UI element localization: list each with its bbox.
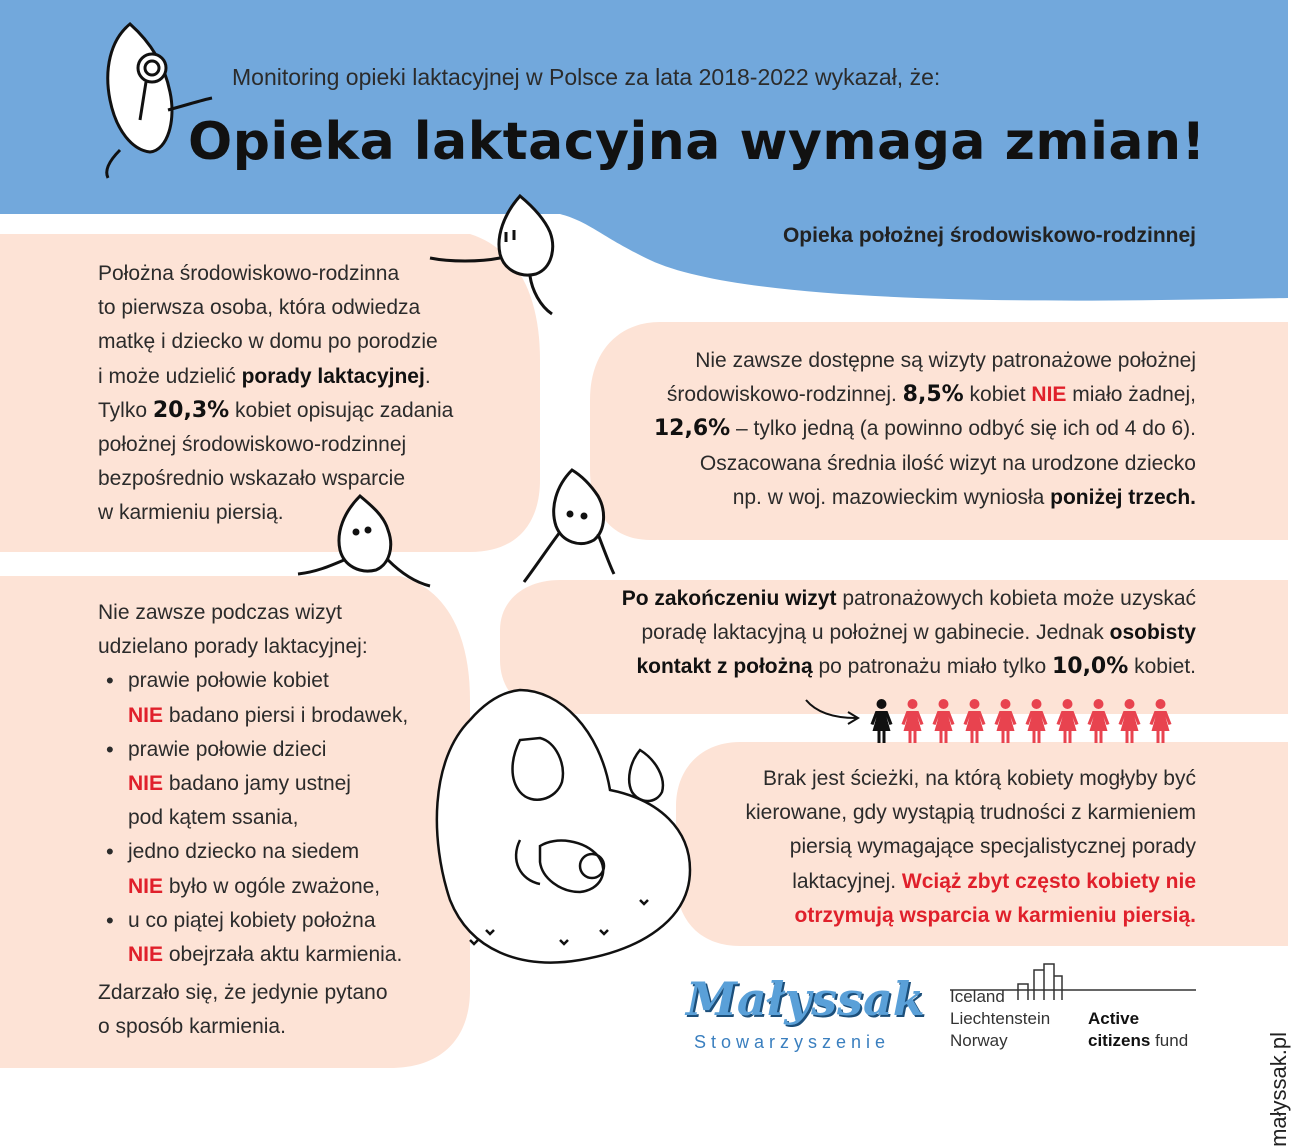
- nie-highlight: NIE: [128, 943, 164, 967]
- text-line: • prawie połowie dzieci: [128, 737, 327, 761]
- malyssak-logo: Małyssak: [686, 972, 925, 1026]
- text-line: [128, 699, 408, 733]
- text-span: Tylko: [98, 398, 153, 422]
- text-line: [128, 938, 408, 972]
- text-line: [128, 767, 408, 801]
- no-pathway-text: [745, 762, 1196, 933]
- fund-country: Norway: [950, 1031, 1008, 1050]
- text-line: Oszacowana średnia ilość wizyt na urodzone dziecko: [699, 451, 1196, 475]
- text-span: miało żadnej,: [1066, 383, 1196, 407]
- subtitle: Monitoring opieki laktacyjnej w Polsce za lata 2018-2022 wykazał, że:: [232, 64, 941, 90]
- emphasis-text: poniżej trzech.: [1050, 485, 1196, 509]
- mother-baby-drawing: [437, 690, 690, 963]
- text-line: Zdarzało się, że jedynie pytano: [98, 981, 388, 1005]
- text-line: [622, 616, 1196, 650]
- text-line: [622, 582, 1196, 616]
- text-span: kobiet.: [1128, 655, 1196, 679]
- text-span: np. w woj. mazowieckim wyniosła: [732, 485, 1051, 509]
- emphasis-text: osobisty: [1109, 621, 1196, 645]
- page-title: Opieka laktacyjna wymaga zmian!: [188, 112, 1206, 172]
- text-line: [98, 360, 453, 394]
- fund-name-line: Active: [1088, 1009, 1140, 1028]
- text-span: laktacyjnej.: [792, 869, 902, 893]
- fund-name-rest: fund: [1150, 1031, 1189, 1050]
- text-span: – tylko jedną (a powinno odbyć się ich od 4 do 6).: [730, 417, 1196, 441]
- malyssak-logo-subtitle: Stowarzyszenie: [694, 1032, 891, 1052]
- text-line: Brak jest ścieżki, na którą kobiety mogłyby być: [762, 767, 1196, 790]
- text-span: .: [424, 364, 431, 388]
- text-line: Nie zawsze dostępne są wizyty patronażowe położnej: [695, 349, 1196, 372]
- text-line: [128, 870, 408, 904]
- after-visits-text: [622, 582, 1196, 685]
- person-icon: [902, 699, 924, 743]
- nie-highlight: NIE: [1031, 383, 1067, 407]
- nie-highlight: NIE: [128, 703, 164, 727]
- visit-shortcomings-text: [98, 596, 408, 1045]
- stat-value: 10,0%: [1051, 654, 1129, 680]
- list-item: [98, 904, 408, 972]
- emphasis-text: porady laktacyjnej: [241, 364, 425, 388]
- text-line: [654, 412, 1196, 446]
- fund-countries: [950, 986, 1050, 1052]
- text-span: po patronażu miało tylko: [812, 655, 1052, 679]
- person-icon: [1150, 699, 1172, 743]
- person-icon: [1088, 699, 1110, 743]
- person-icon: [933, 699, 955, 743]
- text-span: badano piersi i brodawek,: [163, 703, 409, 727]
- person-icon: [871, 699, 893, 743]
- text-span: badano jamy ustnej: [163, 772, 351, 796]
- person-icon: [1119, 699, 1141, 743]
- text-line: w karmieniu piersią.: [98, 501, 284, 525]
- stat-value: 8,5%: [902, 382, 964, 408]
- text-line: [745, 865, 1196, 899]
- text-span: poradę laktacyjną u położnej w gabinecie. Jednak: [641, 621, 1110, 645]
- text-line: udzielano porady laktacyjnej:: [98, 635, 368, 659]
- text-line: • prawie połowie kobiet: [128, 669, 329, 693]
- people-icons: [866, 698, 1176, 744]
- text-line: piersią wymagające specjalistycznej porady: [789, 835, 1196, 859]
- visits-availability-text: [654, 344, 1196, 515]
- text-span: było w ogóle zważone,: [163, 874, 381, 898]
- shortcomings-list: [98, 664, 408, 972]
- text-line: [654, 378, 1196, 412]
- text-line: Położna środowiskowo-rodzinna: [98, 262, 400, 285]
- text-line: to pierwsza osoba, która odwiedza: [98, 296, 421, 320]
- section-title: Opieka położnej środowiskowo-rodzinnej: [782, 224, 1196, 247]
- text-span: kobiet opisując zadania: [229, 398, 454, 422]
- text-line: pod kątem ssania,: [128, 806, 299, 830]
- people-icons-row: [866, 698, 1176, 744]
- list-item: [98, 835, 408, 903]
- person-icon: [1026, 699, 1048, 743]
- nie-highlight: NIE: [128, 772, 164, 796]
- text-line: • jedno dziecko na siedem: [128, 840, 360, 864]
- fund-country: Liechtenstein: [950, 1009, 1051, 1028]
- fund-name-bold: citizens: [1088, 1031, 1151, 1050]
- fund-name-line: [1088, 1030, 1188, 1052]
- nie-highlight: NIE: [128, 874, 164, 898]
- person-icon: [1057, 699, 1079, 743]
- stat-value: 20,3%: [152, 397, 230, 423]
- text-line: Nie zawsze podczas wizyt: [98, 601, 342, 624]
- website-vertical-text: małyssak.pl: [1266, 1032, 1291, 1147]
- text-line: matkę i dziecko w domu po porodzie: [98, 330, 438, 354]
- text-span: środowiskowo-rodzinnej.: [666, 383, 903, 407]
- text-span: i może udzielić: [98, 364, 242, 388]
- text-line: [622, 650, 1196, 684]
- text-line: [98, 394, 453, 428]
- text-line: kierowane, gdy wystąpią trudności z karmieniem: [745, 801, 1196, 825]
- text-line: bezpośrednio wskazało wsparcie: [98, 467, 405, 491]
- person-icon: [995, 699, 1017, 743]
- fund-country: Iceland: [950, 987, 1005, 1006]
- text-line: • u co piątej kobiety położna: [128, 908, 376, 932]
- emphasis-text: Po zakończeniu wizyt: [621, 587, 837, 610]
- text-line: [654, 481, 1196, 515]
- text-line: położnej środowiskowo-rodzinnej: [98, 433, 407, 457]
- text-span: kobiet: [963, 383, 1032, 407]
- person-icon: [964, 699, 986, 743]
- emphasis-text: kontakt z położną: [636, 655, 813, 679]
- active-citizens-fund-name: [1088, 1008, 1188, 1052]
- list-item: [98, 733, 408, 836]
- text-line: o sposób karmienia.: [98, 1015, 286, 1039]
- warning-text: otrzymują wsparcia w karmieniu piersią.: [794, 903, 1196, 927]
- midwife-intro-text: [98, 257, 453, 531]
- text-span: obejrzała aktu karmienia.: [163, 943, 403, 967]
- list-item: [98, 664, 408, 732]
- text-span: patronażowych kobieta może uzyskać: [836, 587, 1196, 610]
- stat-value: 12,6%: [653, 416, 731, 442]
- warning-text: Wciąż zbyt często kobiety nie: [901, 869, 1196, 893]
